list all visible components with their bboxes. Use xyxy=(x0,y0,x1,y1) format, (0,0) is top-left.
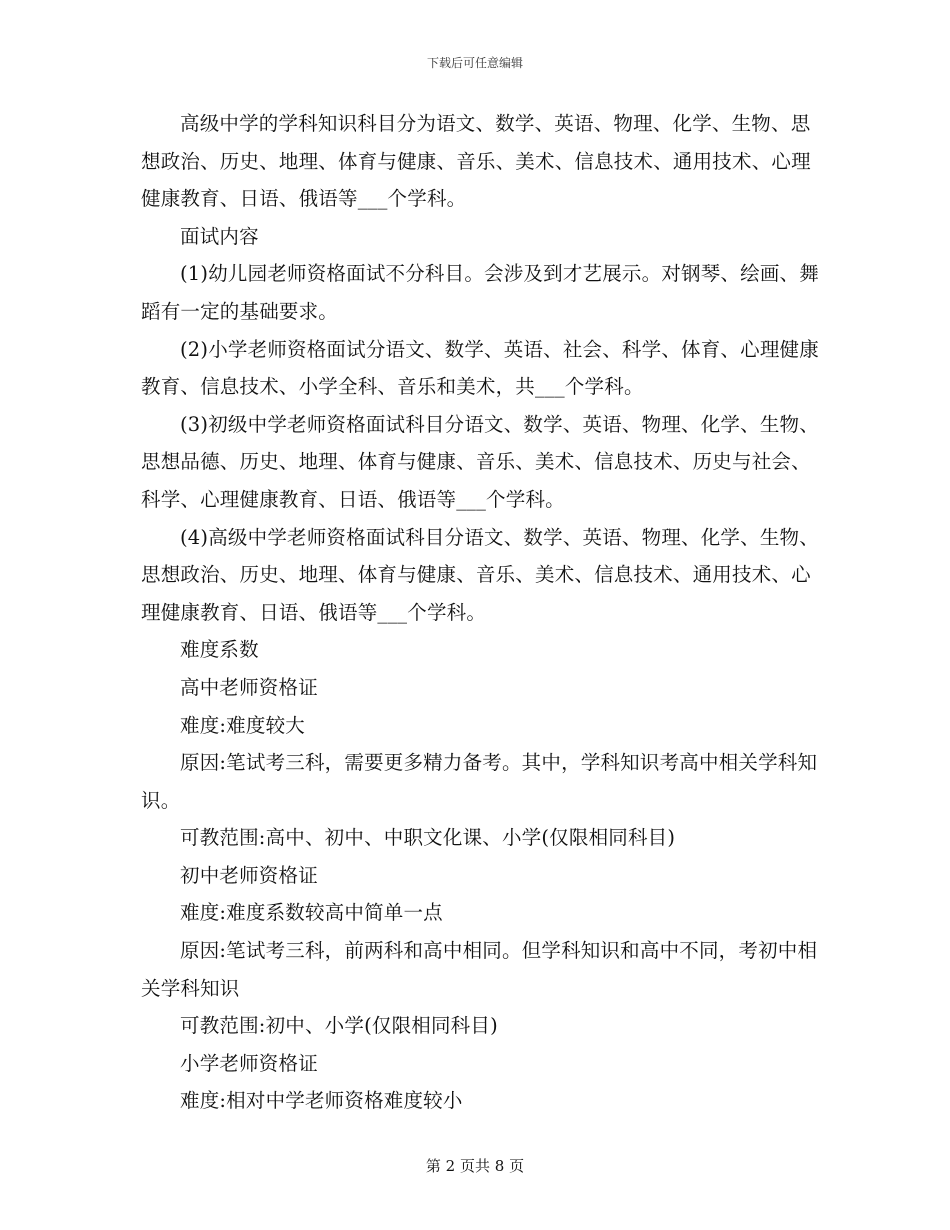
section-heading-difficulty: 难度系数 xyxy=(180,638,259,662)
subheading-high-school-certificate: 高中老师资格证 xyxy=(180,675,318,699)
page-number-footer: 第 2 页共 8 页 xyxy=(425,1157,525,1175)
paragraph-junior-high-reason: 原因:笔试考三科，前两科和高中相同。但学科知识和高中不同，考初中相关学科知识 xyxy=(141,939,818,1000)
paragraph-high-school-difficulty: 难度:难度较大 xyxy=(180,713,305,737)
paragraph-kindergarten-interview: (1)幼儿园老师资格面试不分科目。会涉及到才艺展示。对钢琴、绘画、舞蹈有一定的基础要求。 xyxy=(141,262,819,323)
paragraph-junior-high-scope: 可教范围:初中、小学(仅限相同科目) xyxy=(180,1014,498,1038)
subheading-primary-certificate: 小学老师资格证 xyxy=(180,1051,318,1075)
paragraph-high-school-scope: 可教范围:高中、初中、中职文化课、小学(仅限相同科目) xyxy=(180,826,676,850)
paragraph-junior-high-difficulty: 难度:难度系数较高中简单一点 xyxy=(180,901,443,925)
section-heading-interview-content: 面试内容 xyxy=(180,224,259,248)
paragraph-high-school-reason: 原因:笔试考三科，需要更多精力备考。其中，学科知识考高中相关学科知识。 xyxy=(141,751,818,812)
page-header: 下载后可任意编辑 xyxy=(426,56,523,70)
subheading-junior-high-certificate: 初中老师资格证 xyxy=(180,863,318,887)
paragraph-high-school-written-subjects: 高级中学的学科知识科目分为语文、数学、英语、物理、化学、生物、思想政治、历史、地理、体育与健康、音乐、美术、信息技术、通用技术、心理健康教育、日语、俄语等___个学科。 xyxy=(141,112,811,211)
paragraph-senior-high-interview: (4)高级中学老师资格面试科目分语文、数学、英语、物理、化学、生物、思想政治、历史、地理、体育与健康、音乐、美术、信息技术、通用技术、心理健康教育、日语、俄语等___个学科。 xyxy=(141,525,819,624)
paragraph-primary-interview: (2)小学老师资格面试分语文、数学、英语、社会、科学、体育、心理健康教育、信息技术、小学全科、音乐和美术，共___个学科。 xyxy=(141,337,819,399)
paragraph-junior-high-interview: (3)初级中学老师资格面试科目分语文、数学、英语、物理、化学、生物、思想品德、历史、地理、体育与健康、音乐、美术、信息技术、历史与社会、科学、心理健康教育、日语、俄语等___个学科。 xyxy=(141,412,819,511)
paragraph-primary-difficulty: 难度:相对中学老师资格难度较小 xyxy=(180,1089,463,1113)
document-body xyxy=(141,105,821,1120)
